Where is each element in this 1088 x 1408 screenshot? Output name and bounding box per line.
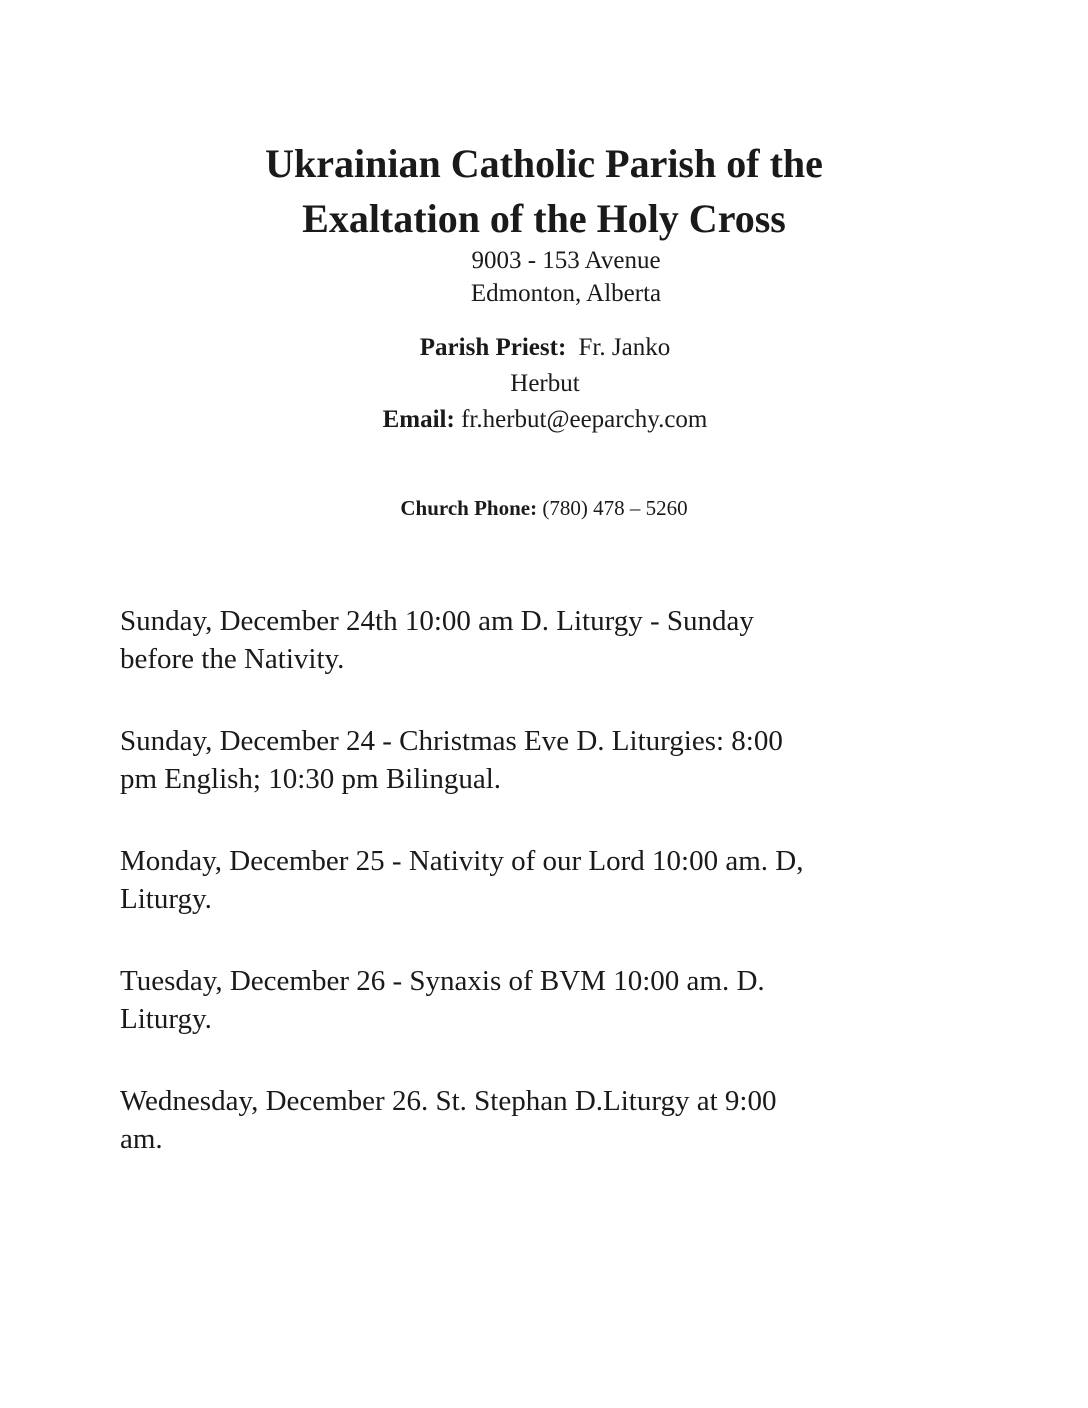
schedule-item-line-2: Liturgy. bbox=[120, 1003, 212, 1035]
email-label: Email: bbox=[382, 406, 455, 433]
schedule-item-line-1: Sunday, December 24th 10:00 am D. Liturgy - Sunday bbox=[120, 605, 754, 637]
priest-name-last: Herbut bbox=[510, 370, 580, 397]
schedule-item-line-1: Wednesday, December 26. St. Stephan D.Liturgy at 9:00 bbox=[120, 1085, 777, 1117]
schedule-item-line-1: Monday, December 25 - Nativity of our Lord 10:00 am. D, bbox=[120, 845, 804, 877]
priest-label: Parish Priest: bbox=[419, 334, 567, 361]
priest-line bbox=[330, 330, 760, 366]
phone-value: (780) 478 – 5260 bbox=[542, 496, 688, 520]
email-line bbox=[330, 402, 760, 438]
church-phone bbox=[0, 494, 1088, 522]
schedule-item bbox=[120, 602, 960, 678]
schedule-item-line-1: Sunday, December 24 - Christmas Eve D. Liturgies: 8:00 bbox=[120, 725, 783, 757]
schedule-item-line-2: am. bbox=[120, 1123, 163, 1155]
schedule-item-line-2: before the Nativity. bbox=[120, 643, 345, 675]
schedule-item-line-2: pm English; 10:30 pm Bilingual. bbox=[120, 763, 502, 795]
priest-name-first: Fr. Janko bbox=[578, 334, 671, 361]
address-city: Edmonton, Alberta bbox=[470, 280, 662, 307]
title-line-2: Exaltation of the Holy Cross bbox=[302, 196, 786, 241]
schedule-item-line-1: Tuesday, December 26 - Synaxis of BVM 10:00 am. D. bbox=[120, 965, 765, 997]
parish-title bbox=[0, 136, 1088, 246]
liturgy-schedule bbox=[120, 602, 960, 1202]
schedule-item bbox=[120, 722, 960, 798]
schedule-item bbox=[120, 1082, 960, 1158]
title-line-1: Ukrainian Catholic Parish of the bbox=[265, 141, 823, 186]
schedule-item bbox=[120, 842, 960, 918]
schedule-item-line-2: Liturgy. bbox=[120, 883, 212, 915]
priest-contact bbox=[330, 330, 760, 438]
email-value[interactable]: fr.herbut@eeparchy.com bbox=[461, 406, 708, 433]
parish-address bbox=[446, 244, 686, 310]
phone-label: Church Phone: bbox=[400, 496, 538, 520]
schedule-item bbox=[120, 962, 960, 1038]
address-street: 9003 - 153 Avenue bbox=[471, 247, 661, 274]
